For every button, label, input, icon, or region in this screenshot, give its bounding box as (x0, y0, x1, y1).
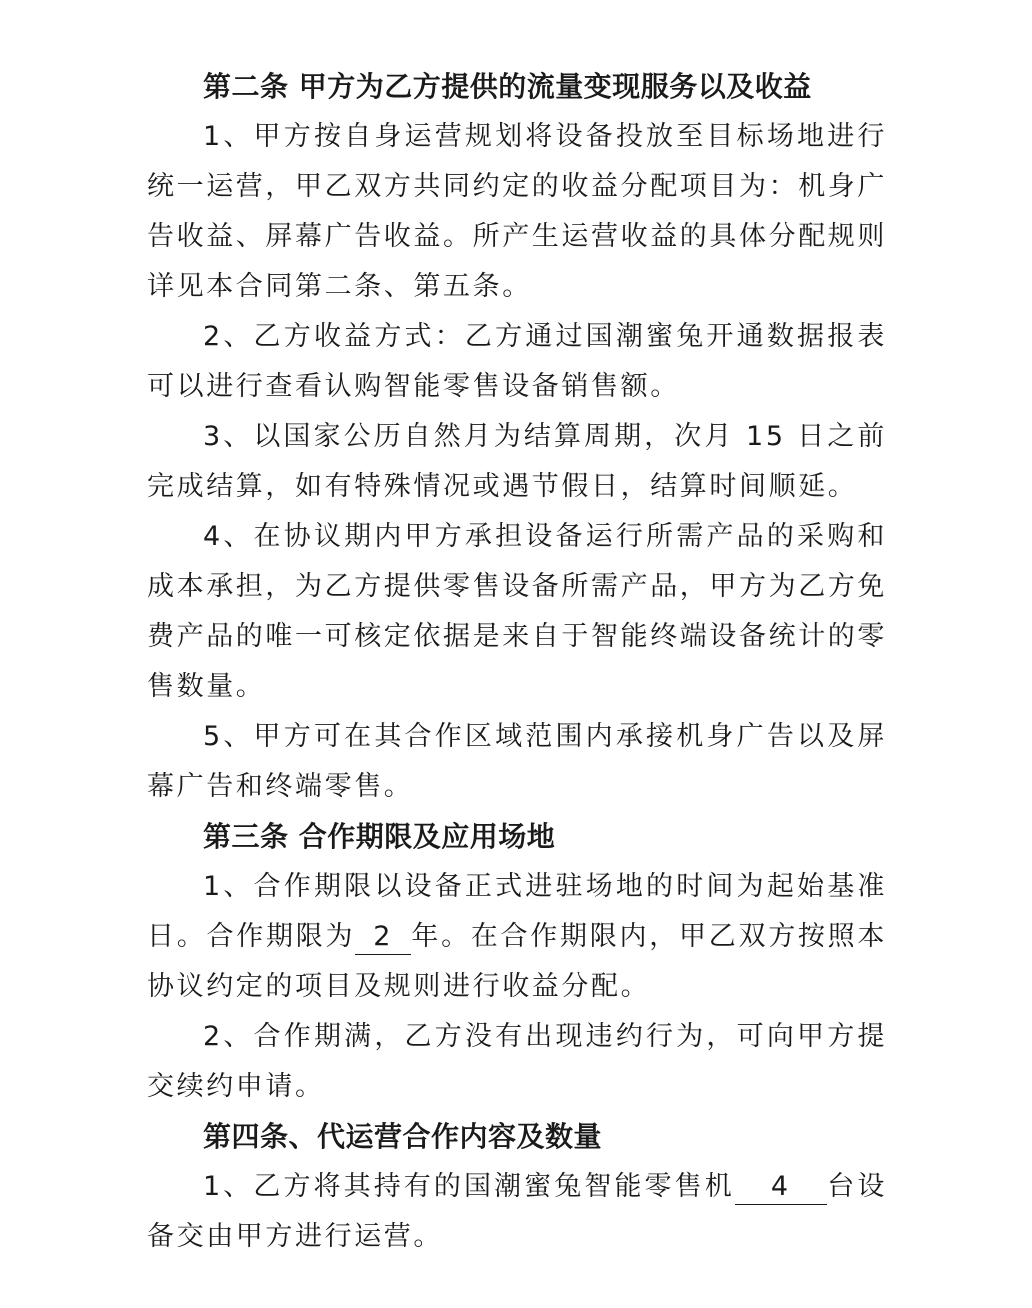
article-4-clause-1 (147, 1162, 887, 1262)
article-2-clause-1: 1、甲方按自身运营规划将设备投放至目标场地进行统一运营，甲乙双方共同约定的收益分配项目为：机身广告收益、屏幕广告收益。所产生运营收益的具体分配规则详见本合同第二条、第五条。 (147, 121, 887, 302)
section-heading-article-3: 第三条 合作期限及应用场地 (203, 820, 556, 853)
device-count-blank: 4 (735, 1170, 827, 1205)
section-heading-article-2: 第二条 甲方为乙方提供的流量变现服务以及收益 (203, 70, 812, 103)
article-3-clause-2: 2、合作期满，乙方没有出现违约行为，可向甲方提交续约申请。 (147, 1021, 887, 1102)
term-years-blank: 2 (355, 920, 411, 955)
contract-page (147, 62, 887, 1262)
article-2-clause-2: 2、乙方收益方式：乙方通过国潮蜜兔开通数据报表可以进行查看认购智能零售设备销售额。 (147, 321, 887, 402)
article-2-clause-3: 3、以国家公历自然月为结算周期，次月 15 日之前完成结算，如有特殊情况或遇节假日，结算时间顺延。 (147, 421, 887, 502)
section-heading-article-4: 第四条、代运营合作内容及数量 (203, 1120, 603, 1153)
article-2-clause-5: 5、甲方可在其合作区域范围内承接机身广告以及屏幕广告和终端零售。 (147, 721, 887, 802)
article-4-clause-1-before: 1、乙方将其持有的国潮蜜兔智能零售机 (203, 1171, 735, 1202)
article-2-clause-4: 4、在协议期内甲方承担设备运行所需产品的采购和成本承担，为乙方提供零售设备所需产品，甲方为乙方免费产品的唯一可核定依据是来自于智能终端设备统计的零售数量。 (147, 521, 887, 702)
article-3-clause-1-term-after: 年。在合作期限内，甲乙双方按照本协议约定的项目及规则进行收益分配。 (147, 921, 888, 1002)
article-3-clause-1-text: 1、合作期限以设备正式进驻场地的时间为起始基准日。 (147, 871, 887, 952)
article-3-clause-1-term-before: 合作期限为 (206, 921, 356, 952)
article-3-clause-1 (147, 862, 887, 1012)
article-4-clause-1-after: 台设备交由甲方进行运营。 (147, 1171, 887, 1252)
